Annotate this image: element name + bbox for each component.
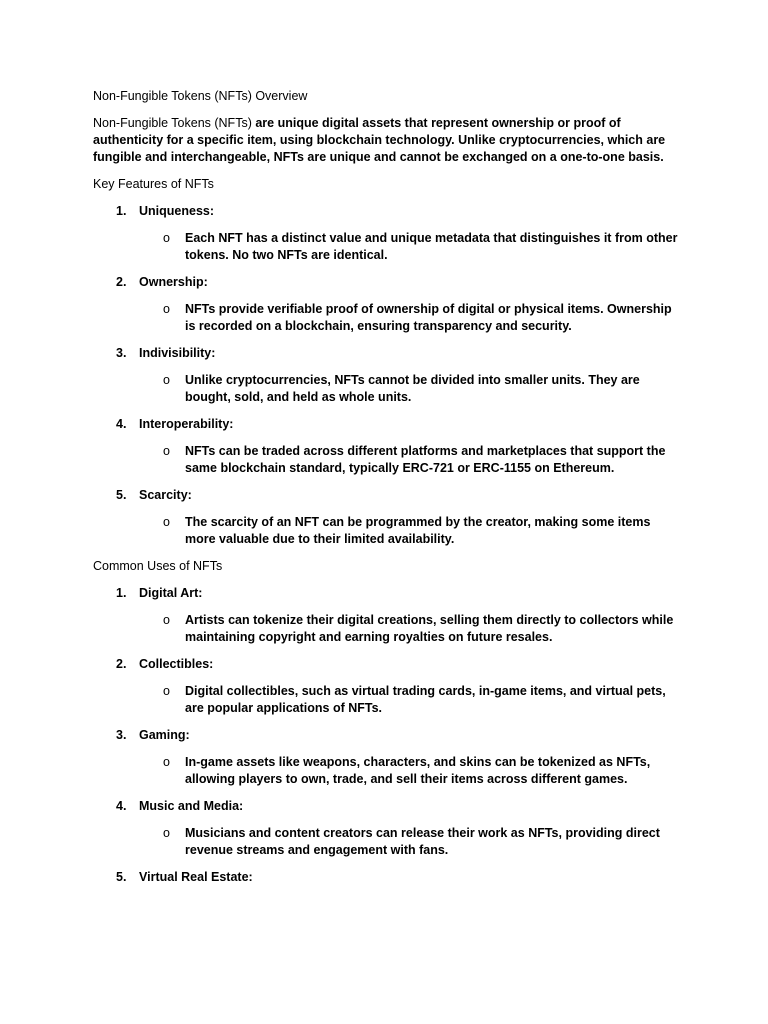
list-item-label: Indivisibility: [139,346,216,360]
list-item-label: Virtual Real Estate: [139,870,253,884]
sub-bullet-item [93,230,683,264]
sub-bullet-text: Artists can tokenize their digital creations, selling them directly to collectors while maintaining copyright and earning royalties on future resales. [185,613,674,644]
section-heading: Common Uses of NFTs [93,559,223,573]
list-item [93,585,683,602]
list-item-number: 2. [116,275,127,289]
hollow-bullet-icon: o [163,613,170,627]
hollow-bullet-icon: o [163,444,170,458]
hollow-bullet-icon: o [163,373,170,387]
list-item-number: 3. [116,346,127,360]
hollow-bullet-icon: o [163,826,170,840]
list-item-label: Gaming: [139,728,190,742]
list-item [93,416,683,433]
list-item-number: 4. [116,417,127,431]
sub-bullet-item [93,683,683,717]
list-item-number: 4. [116,799,127,813]
list-item [93,727,683,744]
list-item [93,487,683,504]
intro-text: are unique digital assets that represent ownership or proof of authenticity for a specific item, using blockchain technology. Unlike cryptocurrencies, which are fungible and interchangeable, NFTs are unique and cannot be exchanged on a one-to-one basis. [93,116,666,164]
list-item-label: Interoperability: [139,417,234,431]
sub-bullet-item [93,443,683,477]
list-item-label: Digital Art: [139,586,203,600]
list-item-number: 2. [116,657,127,671]
list-item-number: 1. [116,586,127,600]
list-item [93,345,683,362]
list-item-label: Music and Media: [139,799,244,813]
list-item [93,656,683,673]
sub-bullet-item [93,825,683,859]
hollow-bullet-icon: o [163,515,170,529]
list-item-label: Scarcity: [139,488,192,502]
document-title: Non-Fungible Tokens (NFTs) Overview [93,89,308,103]
list-item-number: 1. [116,204,127,218]
hollow-bullet-icon: o [163,231,170,245]
sub-bullet-text: In-game assets like weapons, characters, and skins can be tokenized as NFTs, allowing players to own, trade, and sell their items across different games. [185,755,651,786]
sub-bullet-text: Musicians and content creators can release their work as NFTs, providing direct revenue streams and engagement with fans. [185,826,660,857]
sub-bullet-text: The scarcity of an NFT can be programmed by the creator, making some items more valuable due to their limited availability. [185,515,651,546]
intro-lead: Non-Fungible Tokens (NFTs) [93,116,252,130]
hollow-bullet-icon: o [163,684,170,698]
hollow-bullet-icon: o [163,302,170,316]
section-heading: Key Features of NFTs [93,177,214,191]
sub-bullet-text: Unlike cryptocurrencies, NFTs cannot be divided into smaller units. They are bought, sold, and held as whole units. [185,373,640,404]
list-item-label: Ownership: [139,275,208,289]
list-item-number: 5. [116,488,127,502]
sub-bullet-text: NFTs provide verifiable proof of ownership of digital or physical items. Ownership is recorded on a blockchain, ensuring transparency and security. [185,302,672,333]
sub-bullet-item [93,514,683,548]
list-item [93,798,683,815]
sub-bullet-text: Each NFT has a distinct value and unique metadata that distinguishes it from other tokens. No two NFTs are identical. [185,231,678,262]
sub-bullet-item [93,612,683,646]
list-item [93,869,683,886]
list-item-label: Uniqueness: [139,204,215,218]
sub-bullet-item [93,301,683,335]
sub-bullet-text: NFTs can be traded across different platforms and marketplaces that support the same blockchain standard, typically ERC-721 or ERC-1155 on Ethereum. [185,444,666,475]
list-item [93,274,683,291]
list-item [93,203,683,220]
sub-bullet-item [93,754,683,788]
document-content [93,88,683,896]
intro-paragraph [93,115,683,166]
list-item-number: 3. [116,728,127,742]
list-item-number: 5. [116,870,127,884]
hollow-bullet-icon: o [163,755,170,769]
sections-container [93,176,683,886]
list-item-label: Collectibles: [139,657,214,671]
sub-bullet-text: Digital collectibles, such as virtual trading cards, in-game items, and virtual pets, are popular applications of NFTs. [185,684,666,715]
sub-bullet-item [93,372,683,406]
